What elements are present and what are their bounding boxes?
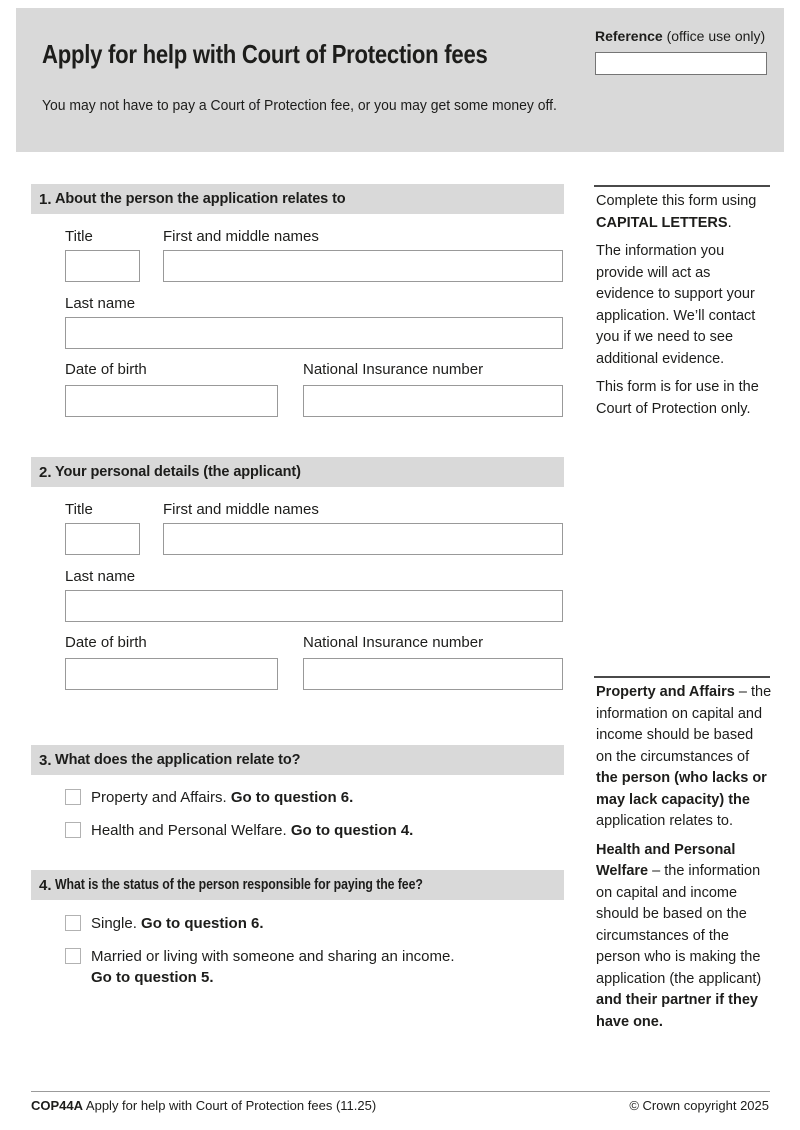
goto-question-6: Go to question 6. — [230, 789, 354, 806]
reference-input[interactable] — [595, 52, 767, 75]
s1-first-middle-input[interactable] — [163, 250, 563, 282]
section-1-title: About the person the application relates to — [55, 191, 346, 207]
s1-ni-label: National Insurance number — [303, 361, 484, 378]
sidebar-note1-p3: This form is for use in the Court of Protection only. — [596, 379, 759, 417]
s2-ni-input[interactable] — [303, 658, 563, 690]
q3-property-affairs-checkbox[interactable] — [65, 789, 81, 805]
sidebar-divider-top — [594, 185, 770, 187]
page-title: Apply for help with Court of Protection fees — [42, 39, 488, 69]
q3-property-affairs-label: Property and Affairs. Go to question 6. — [91, 789, 354, 806]
s1-title-label: Title — [65, 228, 93, 245]
s2-first-middle-input[interactable] — [163, 523, 563, 555]
q4-single-checkbox[interactable] — [65, 915, 81, 931]
s1-title-input[interactable] — [65, 250, 140, 282]
section-3-title: What does the application relate to? — [55, 752, 301, 768]
s2-title-label: Title — [65, 501, 93, 518]
reference-label — [595, 28, 765, 44]
capital-letters-emphasis: CAPITAL LETTERS — [596, 214, 728, 231]
q4-married-label: Married or living with someone and sharing an income. Go to question 5. — [91, 948, 455, 986]
s2-dob-input[interactable] — [65, 658, 278, 690]
section-4-number: 4. — [39, 876, 52, 894]
section-2-title: Your personal details (the applicant) — [55, 464, 301, 480]
s2-last-name-label: Last name — [65, 568, 136, 585]
section-3-number: 3. — [39, 751, 52, 769]
s2-title-input[interactable] — [65, 523, 140, 555]
q3-option-property-affairs — [65, 789, 563, 808]
sidebar-note1-p2: The information you provide will act as evidence to support your application. We’ll contact you if we need to see additional evidence. — [596, 243, 756, 367]
footer-form-code: COP44A — [31, 1098, 84, 1113]
section-2-header — [31, 457, 564, 487]
reference-label-bold: Reference — [595, 28, 663, 44]
q4-option-single — [65, 915, 563, 934]
footer-copyright: © Crown copyright 2025 — [629, 1098, 769, 1113]
s1-ni-input[interactable] — [303, 385, 563, 417]
health-welfare-emphasis: Health and Personal Welfare — [596, 841, 736, 879]
goto-question-6: Go to question 6. — [141, 915, 264, 932]
s1-first-middle-label: First and middle names — [163, 228, 319, 245]
sidebar-note2-p2: Health and Personal Welfare – the information on capital and income should be based on the circumstances of the person who is making the application (the applicant) and their partner if they have one. — [596, 841, 762, 1030]
footer-divider — [31, 1091, 770, 1092]
goto-question-5: Go to question 5. — [91, 969, 214, 986]
q3-health-welfare-checkbox[interactable] — [65, 822, 81, 838]
goto-question-4: Go to question 4. — [290, 822, 414, 839]
q3-health-welfare-label: Health and Personal Welfare. Go to question 4. — [91, 822, 414, 839]
page-subtitle: You may not have to pay a Court of Protection fee, or you may get some money off. — [42, 97, 557, 114]
q4-option-married — [65, 948, 563, 988]
sidebar-divider-notes — [594, 676, 770, 678]
person-lacks-capacity-emphasis: the person (who lacks or may lack capacity) the — [596, 770, 767, 808]
partner-emphasis: and their partner if they have one. — [596, 992, 758, 1030]
s1-last-name-input[interactable] — [65, 317, 563, 349]
s2-ni-label: National Insurance number — [303, 634, 484, 651]
property-affairs-emphasis: Property and Affairs — [596, 684, 735, 700]
s1-dob-input[interactable] — [65, 385, 278, 417]
s2-last-name-input[interactable] — [65, 590, 563, 622]
q4-single-label: Single. Go to question 6. — [91, 915, 264, 932]
reference-label-note: (office use only) — [662, 28, 766, 44]
s1-last-name-label: Last name — [65, 295, 136, 312]
sidebar-note-instructions — [596, 191, 772, 427]
section-3-header — [31, 745, 564, 775]
footer-form-title: Apply for help with Court of Protection fees (11.25) — [83, 1098, 377, 1113]
s2-first-middle-label: First and middle names — [163, 501, 319, 518]
section-2-number: 2. — [39, 463, 52, 481]
s1-dob-label: Date of birth — [65, 361, 147, 378]
s2-dob-label: Date of birth — [65, 634, 147, 651]
section-1-header — [31, 184, 564, 214]
section-1-number: 1. — [39, 190, 52, 208]
form-header — [16, 8, 784, 152]
section-4-title: What is the status of the person responsible for paying the fee? — [55, 877, 423, 893]
sidebar-note1-p1: Complete this form using CAPITAL LETTERS. — [596, 193, 757, 231]
footer-form-id — [31, 1098, 376, 1113]
sidebar-note2-p1: Property and Affairs – the information on capital and income should be based on the circumstances of the person (who lacks or may lack capacity) the application relates to. — [596, 684, 772, 829]
q3-option-health-welfare — [65, 822, 563, 841]
section-4-header — [31, 870, 564, 900]
q4-married-checkbox[interactable] — [65, 948, 81, 964]
sidebar-note-definitions — [596, 682, 772, 1040]
